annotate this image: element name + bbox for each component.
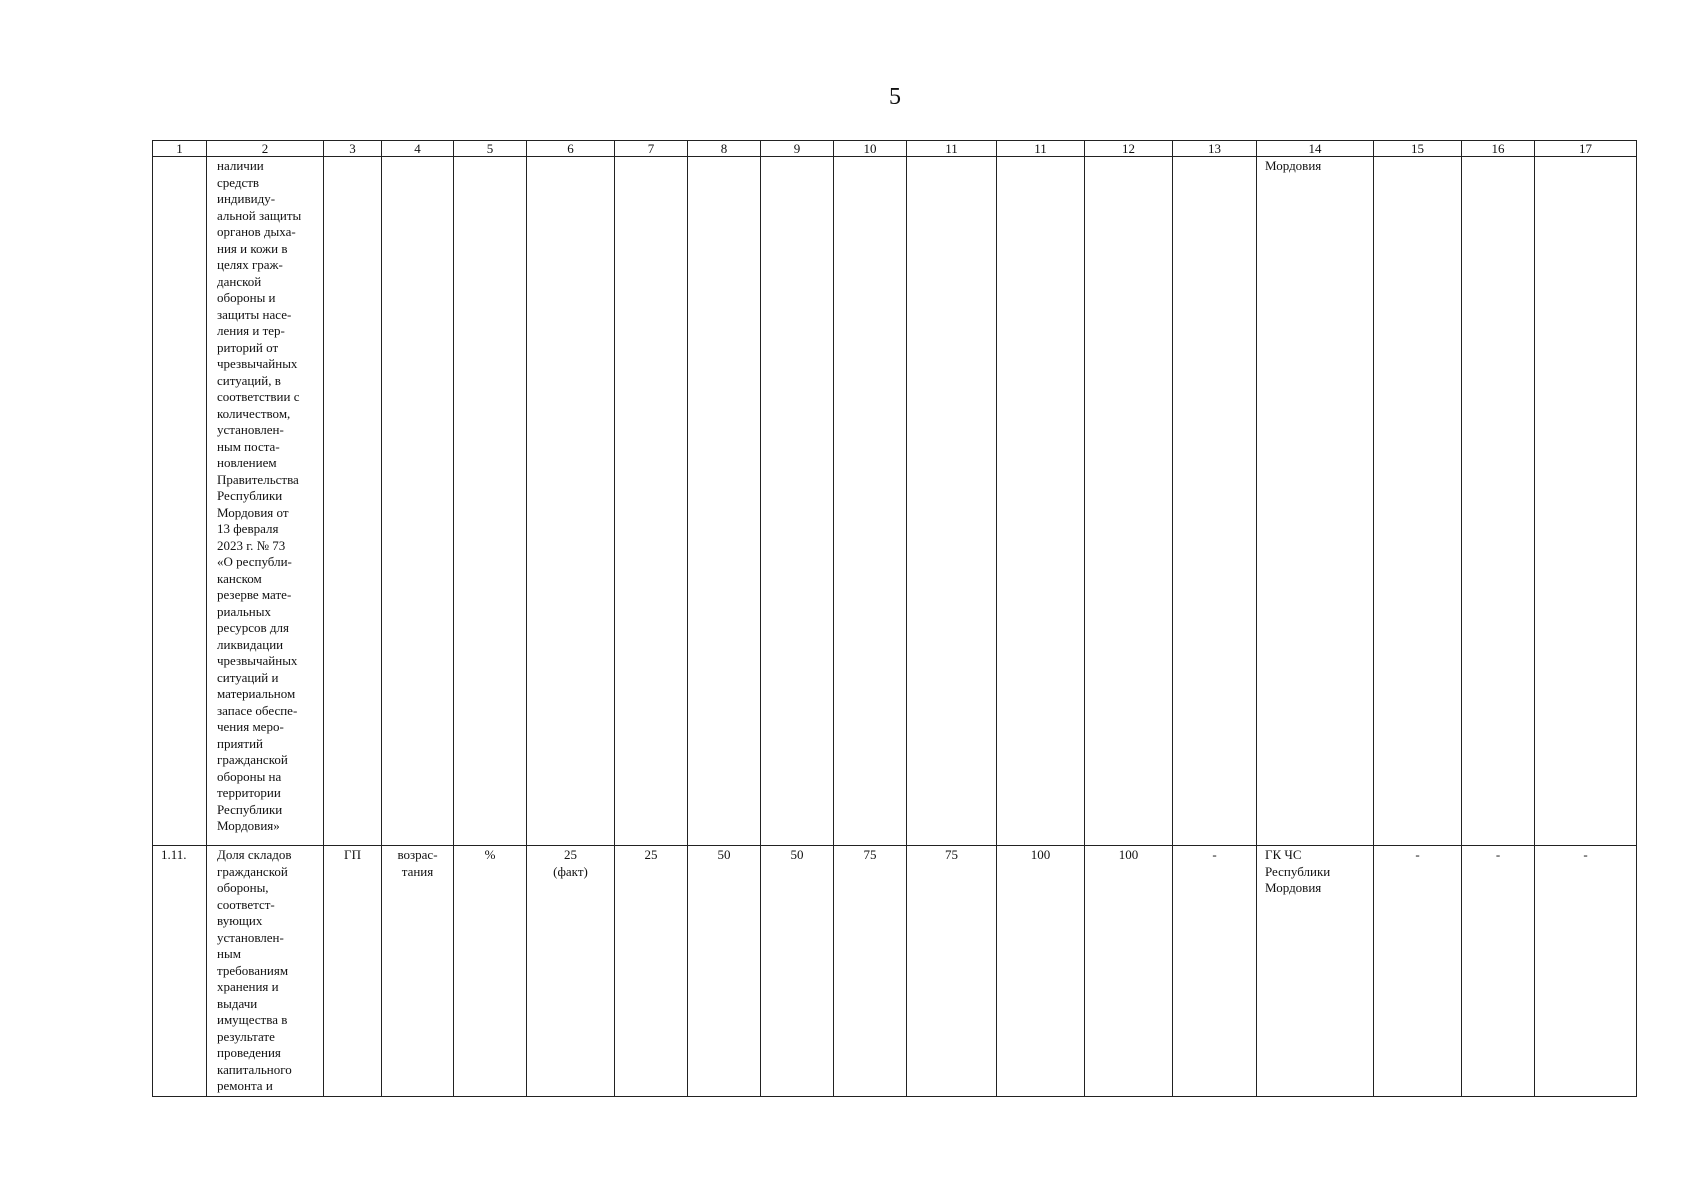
cell-v10: 75 [834,846,907,1097]
text-line: ным [217,946,241,961]
cell-v8 [688,157,761,846]
col-header-15: 15 [1374,141,1462,157]
col-header-11a: 11 [907,141,997,157]
cell-v10 [834,157,907,846]
text-line: органов дыха- [217,224,296,239]
text-line: ситуаций и [217,669,279,685]
text-line: ным поста- [217,438,280,454]
cell-trend [382,157,454,846]
cell-v12 [1085,157,1173,846]
text-line: приятий [217,735,263,751]
cell-v17: - [1535,846,1637,1097]
text-line: установлен- [217,422,284,437]
text-line: Мордовия [1265,880,1322,895]
col-header-6: 6 [527,141,615,157]
col-header-11b: 11 [997,141,1085,157]
text-line: Мордовия от [217,504,289,520]
text-line: канском [217,570,262,586]
text-line: ГК ЧС [1265,847,1302,862]
cell-level [324,157,382,846]
text-line: резерве мате- [217,587,292,602]
cell-responsible [1257,846,1374,1097]
cell-v16 [1462,157,1535,846]
text-line: 25 [564,847,577,862]
table-row-continued [153,157,1637,846]
cell-base-value [527,157,615,846]
text-line: гражданской [217,752,288,767]
text-line: 13 февраля [217,521,279,536]
col-header-3: 3 [324,141,382,157]
cell-unit: % [454,846,527,1097]
col-header-10: 10 [834,141,907,157]
text-line: (факт) [553,863,588,879]
text-line: возрас- [397,847,438,862]
col-header-17: 17 [1535,141,1637,157]
text-line: 2023 г. № 73 [217,537,286,553]
text-line: требованиям [217,962,289,978]
text-line: защиты насе- [217,306,292,322]
cell-v7: 25 [615,846,688,1097]
cell-v11b [997,157,1085,846]
col-header-5: 5 [454,141,527,157]
text-line: чрезвычайных [217,653,298,668]
text-line: Мордовия [1265,158,1322,173]
text-line: ния и кожи в [217,240,288,256]
cell-base-value [527,846,615,1097]
text-line: ресурсов для [217,620,289,635]
text-line: Мордовия» [217,818,280,833]
cell-unit [454,157,527,846]
cell-v11a [907,157,997,846]
cell-number: 1.11. [153,846,207,1097]
cell-v11b: 100 [997,846,1085,1097]
text-line: чения меро- [217,719,284,734]
cell-v15: - [1374,846,1462,1097]
col-header-8: 8 [688,141,761,157]
text-line: капитального [217,1061,292,1077]
col-header-16: 16 [1462,141,1535,157]
text-line: соответствии с [217,389,300,404]
indicators-table [152,140,1637,1097]
cell-indicator-name [207,157,324,846]
text-line: Республики [1265,863,1331,879]
column-number-row [153,141,1637,157]
text-line: материальном [217,686,296,701]
text-line: вующих [217,913,263,928]
text-line: Доля складов [217,847,292,862]
cell-v16: - [1462,846,1535,1097]
col-header-7: 7 [615,141,688,157]
text-line: ремонта и [217,1078,273,1093]
text-line: чрезвычайных [217,356,298,371]
col-header-12: 12 [1085,141,1173,157]
text-line: ления и тер- [217,323,285,338]
cell-level: ГП [324,846,382,1097]
text-line: новлением [217,455,277,470]
text-line: средств [217,174,260,190]
text-line: Республики [217,488,283,503]
text-line: установлен- [217,929,284,945]
cell-v7 [615,157,688,846]
cell-v12: 100 [1085,846,1173,1097]
cell-v9: 50 [761,846,834,1097]
page-number: 5 [889,84,901,110]
cell-v13 [1173,157,1257,846]
col-header-14: 14 [1257,141,1374,157]
text-line: количеством, [217,405,291,421]
col-header-13: 13 [1173,141,1257,157]
text-line: ликвидации [217,636,284,652]
text-line: Правительства [217,471,299,487]
text-line: соответст- [217,896,275,912]
text-line: выдачи [217,995,258,1011]
text-line: гражданской [217,863,288,879]
cell-number [153,157,207,846]
cell-v13: - [1173,846,1257,1097]
table-row-1-11 [153,846,1637,1097]
cell-v17 [1535,157,1637,846]
text-line: альной защиты [217,207,302,223]
text-line: ситуаций, в [217,372,281,388]
text-line: риальных [217,603,271,619]
text-line: наличии [217,158,264,173]
text-line: тания [401,863,434,879]
text-line: «О республи- [217,554,292,569]
cell-v11a: 75 [907,846,997,1097]
cell-trend [382,846,454,1097]
text-line: Республики [217,801,283,817]
cell-v9 [761,157,834,846]
col-header-2: 2 [207,141,324,157]
text-line: риторий от [217,339,279,355]
text-line: территории [217,785,281,800]
col-header-4: 4 [382,141,454,157]
text-line: целях граж- [217,257,283,272]
text-line: имущества в [217,1012,288,1027]
text-line: проведения [217,1045,281,1060]
cell-responsible [1257,157,1374,846]
cell-v8: 50 [688,846,761,1097]
text-line: обороны на [217,768,282,784]
text-line: хранения и [217,979,279,994]
text-line: результате [217,1028,275,1044]
col-header-1: 1 [153,141,207,157]
text-line: обороны, [217,880,269,895]
text-line: индивиду- [217,191,276,206]
text-line: данской [217,273,262,289]
text-line: запасе обеспе- [217,702,298,718]
cell-v15 [1374,157,1462,846]
col-header-9: 9 [761,141,834,157]
text-line: обороны и [217,290,276,305]
cell-indicator-name [207,846,324,1097]
